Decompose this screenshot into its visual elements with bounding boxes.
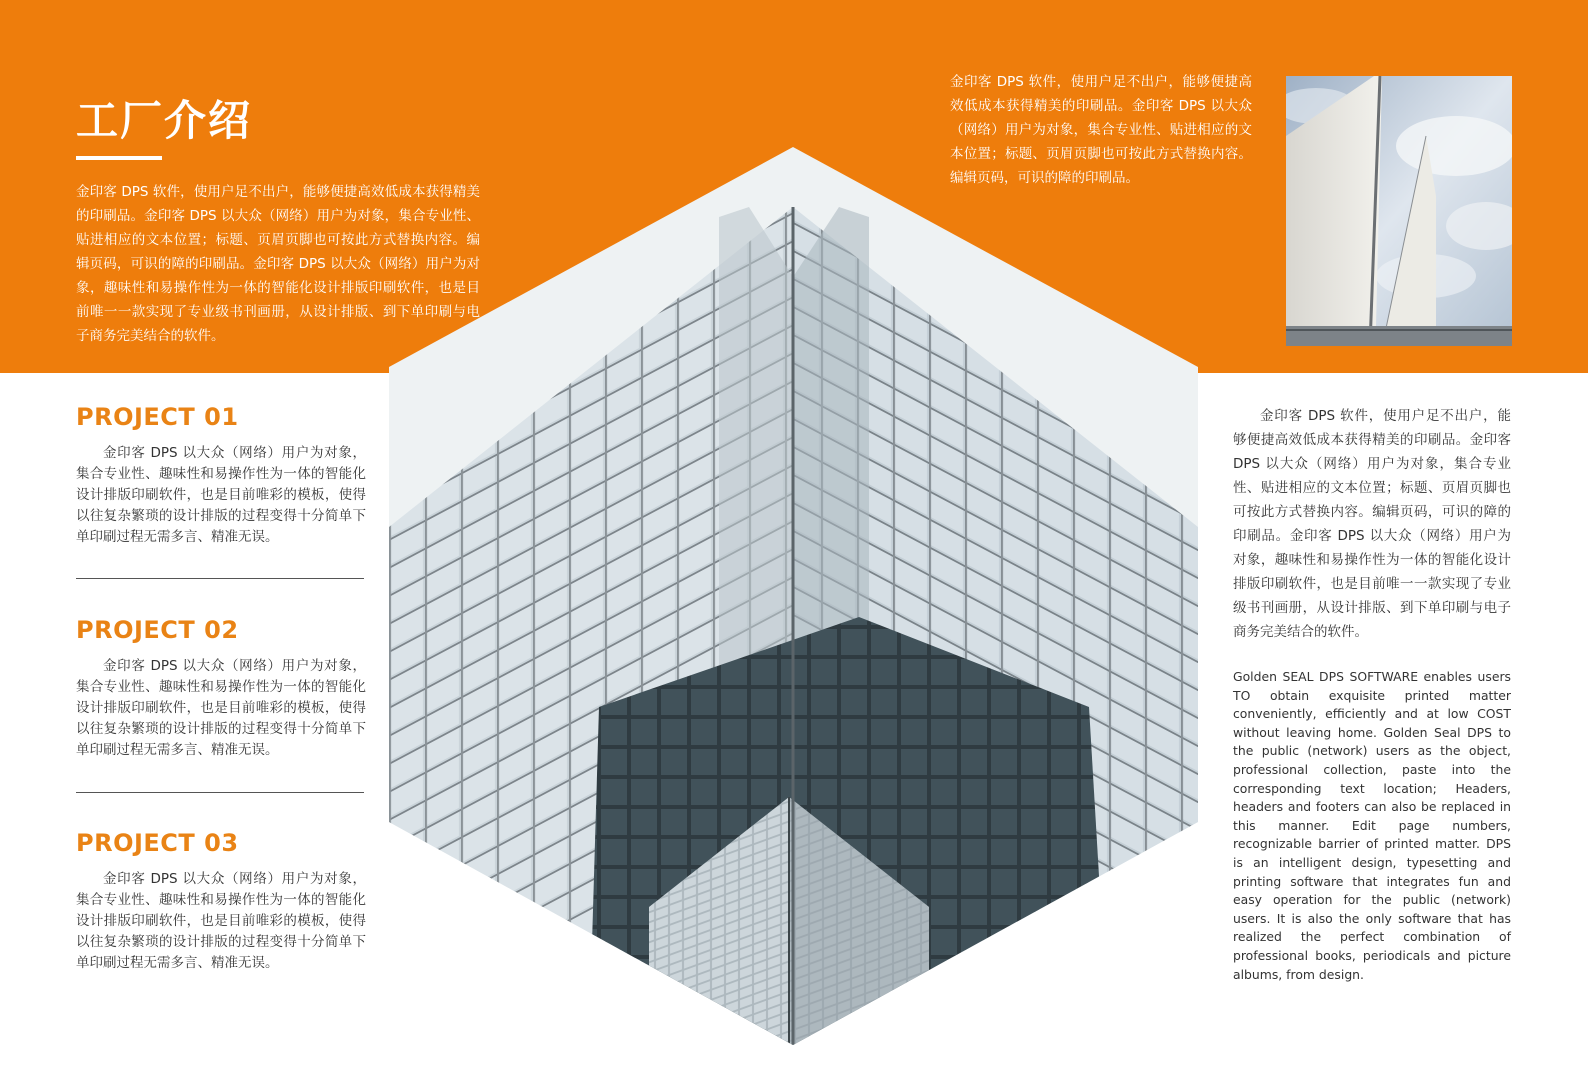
intro-paragraph: 金印客 DPS 软件，使用户足不出户，能够便捷高效低成本获得精美的印刷品。金印客 DPS 以大众（网络）用户为对象，集合专业性、贴进相应的文本位置；标题、页眉页脚也可按此方式替换内容。编辑页码，可识的障的印刷品。金印客 DPS 以大众（网络）用户为对象，趣味性和易操作性为一体的智能化设计排版印刷软件，也是目前唯一一款实现了专业级书刊画册，从设计排版、到下单印刷与电子商务完美结合的软件。: [76, 184, 480, 344]
project-01-title: PROJECT 01: [76, 403, 239, 431]
project-01-body: 金印客 DPS 以大众（网络）用户为对象，集合专业性、趣味性和易操作性为一体的智能化设计排版印刷软件，也是目前唯彩的模板，使得以往复杂繁琐的设计排版的过程变得十分简单下单印刷过程无需多言、精准无误。: [76, 445, 366, 545]
page-title: 工厂介绍: [76, 96, 253, 145]
project-02-title: PROJECT 02: [76, 616, 239, 644]
building-hexagon-image: [389, 147, 1198, 1045]
sailboat-photo: [1286, 76, 1512, 346]
project-01-divider: [76, 578, 364, 579]
title-underline: [76, 156, 162, 160]
project-03-title: PROJECT 03: [76, 829, 239, 857]
right-chinese-paragraph: 金印客 DPS 软件，使用户足不出户，能够便捷高效低成本获得精美的印刷品。金印客 DPS 以大众（网络）用户为对象，集合专业性、贴进相应的文本位置；标题、页眉页脚也可按此方式替换内容。编辑页码，可识的障的印刷品。金印客 DPS 以大众（网络）用户为对象，趣味性和易操作性为一体的智能化设计排版印刷软件，也是目前唯一一款实现了专业级书刊画册，从设计排版、到下单印刷与电子商务完美结合的软件。: [1233, 408, 1511, 640]
project-02-body: 金印客 DPS 以大众（网络）用户为对象，集合专业性、趣味性和易操作性为一体的智能化设计排版印刷软件，也是目前唯彩的模板，使得以往复杂繁琐的设计排版的过程变得十分简单下单印刷过程无需多言、精准无误。: [76, 658, 366, 758]
top-right-paragraph: 金印客 DPS 软件，使用户足不出户，能够便捷高效低成本获得精美的印刷品。金印客 DPS 以大众（网络）用户为对象，集合专业性、贴进相应的文本位置；标题、页眉页脚也可按此方式替换内容。编辑页码，可识的障的印刷品。: [950, 74, 1252, 186]
right-english-paragraph: Golden SEAL DPS SOFTWARE enables users TO obtain exquisite printed matter conveniently, efficiently and at low COST without leaving home. Golden Seal DPS to the public (network) users as the object, professional collection, paste into the corresponding text location; Headers, headers and footers can also be replaced in this manner. Edit page numbers, recognizable barrier of printed matter. DPS is an intelligent design, typesetting and printing software that integrates fun and easy operation for the public (network) users. It is also the only software that has realized the perfect combination of professional books, periodicals and picture albums, from design.: [1233, 669, 1511, 982]
project-02-divider: [76, 792, 364, 793]
project-03-body: 金印客 DPS 以大众（网络）用户为对象，集合专业性、趣味性和易操作性为一体的智能化设计排版印刷软件，也是目前唯彩的模板，使得以往复杂繁琐的设计排版的过程变得十分简单下单印刷过程无需多言、精准无误。: [76, 871, 366, 971]
